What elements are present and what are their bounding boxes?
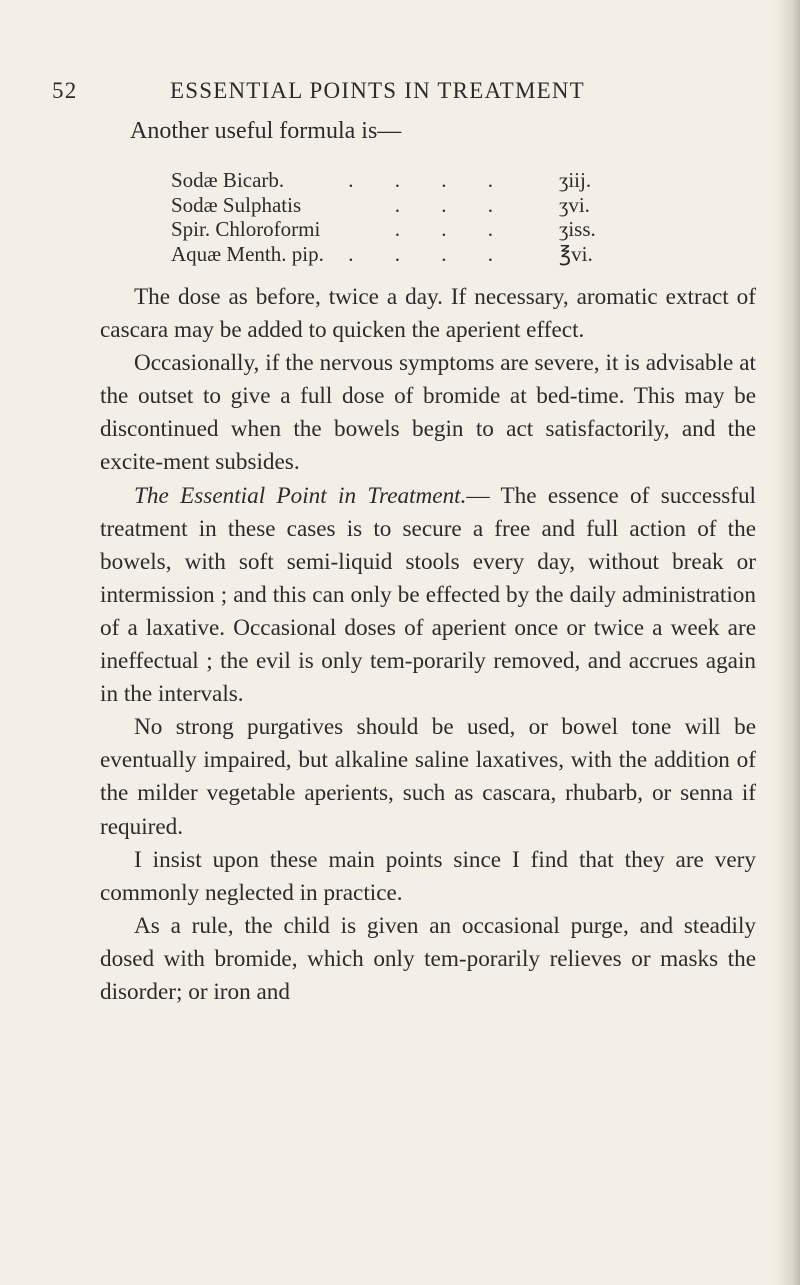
paragraph-essential-point (100, 480, 756, 712)
leader-dots: . . . (394, 217, 511, 241)
leader-dots: . . . . (348, 168, 511, 192)
formula-ingredient: Aquæ Menth. pip. (171, 241, 324, 266)
formula-row (171, 242, 611, 267)
formula-amount: ℥vi. (559, 241, 593, 266)
page-edge-shadow (774, 0, 800, 1285)
section-heading: The Essential Point in Treatment. (134, 482, 467, 509)
paragraph-dose: The dose as before, twice a day. If necessary, aromatic extract of cascara may be added to quicken the aperient effect. (100, 284, 756, 344)
formula-ingredient: Spir. Chloroformi (171, 217, 321, 241)
formula-ingredient: Sodæ Sulphatis (171, 192, 302, 217)
formula-amount: ʒiij. (559, 168, 592, 192)
running-title: ESSENTIAL POINTS IN TREATMENT (170, 78, 585, 103)
leader-dots: . . . (394, 192, 511, 217)
formula-row (171, 168, 611, 193)
formula-list (171, 168, 611, 266)
formula-amount: ʒvi. (559, 192, 590, 217)
paragraph-bromide: Occasionally, if the nervous symptoms are severe, it is advisable at the outset to give a full dose of bromide at bed-time. This may be discontinued when the bowels begin to act satisfactorily, and the excite-ment subsides. (100, 350, 756, 476)
formula-intro: Another useful formula is— (130, 118, 402, 144)
running-header (52, 78, 672, 104)
formula-ingredient: Sodæ Bicarb. (171, 168, 285, 192)
formula-row (171, 193, 611, 218)
paragraph-insist: I insist upon these main points since I find that they are very commonly neglected in practice. (100, 846, 756, 906)
formula-amount: ʒiss. (559, 217, 596, 241)
page-number: 52 (52, 78, 78, 103)
leader-dots: . . . . (348, 241, 511, 266)
formula-row (171, 217, 611, 242)
body-text (100, 281, 756, 1009)
paragraph-rule: As a rule, the child is given an occasional purge, and steadily dosed with bromide, which only tem-porarily relieves or masks the disorder; or iron and (100, 912, 756, 1005)
paragraph-essential-point-text: — The essence of successful treatment in these cases is to secure a free and full action of the bowels, with soft semi-liquid stools every day, without break or intermission ; and this can only be effected by the daily administration of a laxative. Occasional doses of aperient once or twice a week are ineffectual ; the evil is only tem-porarily removed, and accrues again in the intervals. (100, 482, 756, 708)
paragraph-purgatives: No strong purgatives should be used, or bowel tone will be eventually impaired, but alkaline saline laxatives, with the addition of the milder vegetable aperients, such as cascara, rhubarb, or senna if required. (100, 714, 756, 840)
